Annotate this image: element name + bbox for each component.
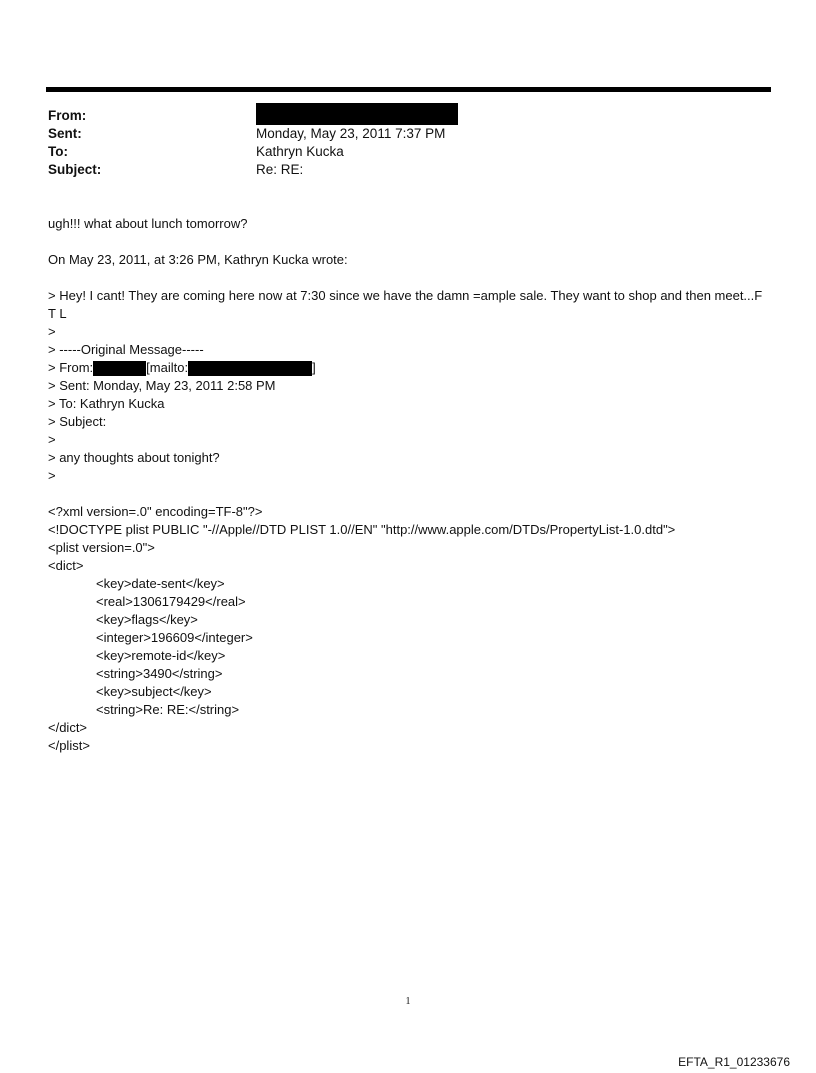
body-line: ugh!!! what about lunch tomorrow? — [48, 216, 248, 231]
sent-row — [48, 125, 768, 143]
xml-line: <integer>196609</integer> — [96, 630, 253, 645]
xml-line: <real>1306179429</real> — [96, 594, 246, 609]
sent-label: Sent: — [48, 126, 82, 142]
header-rule — [46, 87, 771, 92]
from-row — [48, 107, 768, 125]
sent-value: Monday, May 23, 2011 7:37 PM — [256, 126, 446, 142]
quoted-line: > -----Original Message----- — [48, 342, 204, 357]
xml-line: <key>flags</key> — [96, 612, 198, 627]
quoted-from-label: > From: — [48, 360, 94, 375]
xml-line: <string>3490</string> — [96, 666, 223, 681]
email-header — [48, 107, 768, 179]
quoted-line: > Subject: — [48, 414, 107, 429]
from-label: From: — [48, 108, 87, 123]
xml-line: </plist> — [48, 738, 90, 753]
quoted-line: > — [48, 468, 56, 483]
blank-line — [48, 233, 768, 251]
page-number: 1 — [405, 996, 411, 1007]
xml-line: </dict> — [48, 720, 88, 735]
to-value: Kathryn Kucka — [256, 144, 344, 160]
blank-line — [48, 485, 768, 503]
redaction-box — [256, 103, 458, 125]
to-row — [48, 143, 768, 161]
quoted-mailto: [mailto: — [146, 360, 189, 375]
xml-line: <key>subject</key> — [96, 684, 212, 699]
quoted-line: > — [48, 324, 56, 339]
subject-label: Subject: — [48, 162, 102, 178]
quoted-line: > any thoughts about tonight? — [48, 450, 220, 465]
subject-row — [48, 161, 768, 179]
redaction-box — [188, 361, 312, 376]
quoted-line: > — [48, 432, 56, 447]
xml-line: <plist version=.0"> — [48, 540, 155, 555]
xml-line: <key>remote-id</key> — [96, 648, 226, 663]
to-label: To: — [48, 144, 68, 160]
quoted-bracket: ] — [312, 360, 316, 375]
xml-line: <dict> — [48, 558, 84, 573]
quoted-line: > Hey! I cant! They are coming here now at 7:30 since we have the damn =ample sale. They want to shop and then meet...F T L — [48, 288, 763, 321]
subject-value: Re: RE: — [256, 162, 304, 178]
body-line: On May 23, 2011, at 3:26 PM, Kathryn Kucka wrote: — [48, 252, 348, 267]
xml-line: <key>date-sent</key> — [96, 576, 225, 591]
quoted-line: > To: Kathryn Kucka — [48, 396, 165, 411]
xml-line: <string>Re: RE:</string> — [96, 702, 240, 717]
xml-line: <?xml version=.0" encoding=TF-8"?> — [48, 504, 263, 519]
email-body — [48, 215, 768, 755]
document-id: EFTA_R1_01233676 — [678, 1055, 790, 1069]
xml-line: <!DOCTYPE plist PUBLIC "-//Apple//DTD PLIST 1.0//EN" "http://www.apple.com/DTDs/PropertyList-1.0.dtd"> — [48, 522, 676, 537]
quoted-from-line — [48, 359, 768, 377]
blank-line — [48, 269, 768, 287]
quoted-line: > Sent: Monday, May 23, 2011 2:58 PM — [48, 378, 276, 393]
redaction-box — [93, 361, 146, 376]
from-value — [256, 107, 768, 125]
